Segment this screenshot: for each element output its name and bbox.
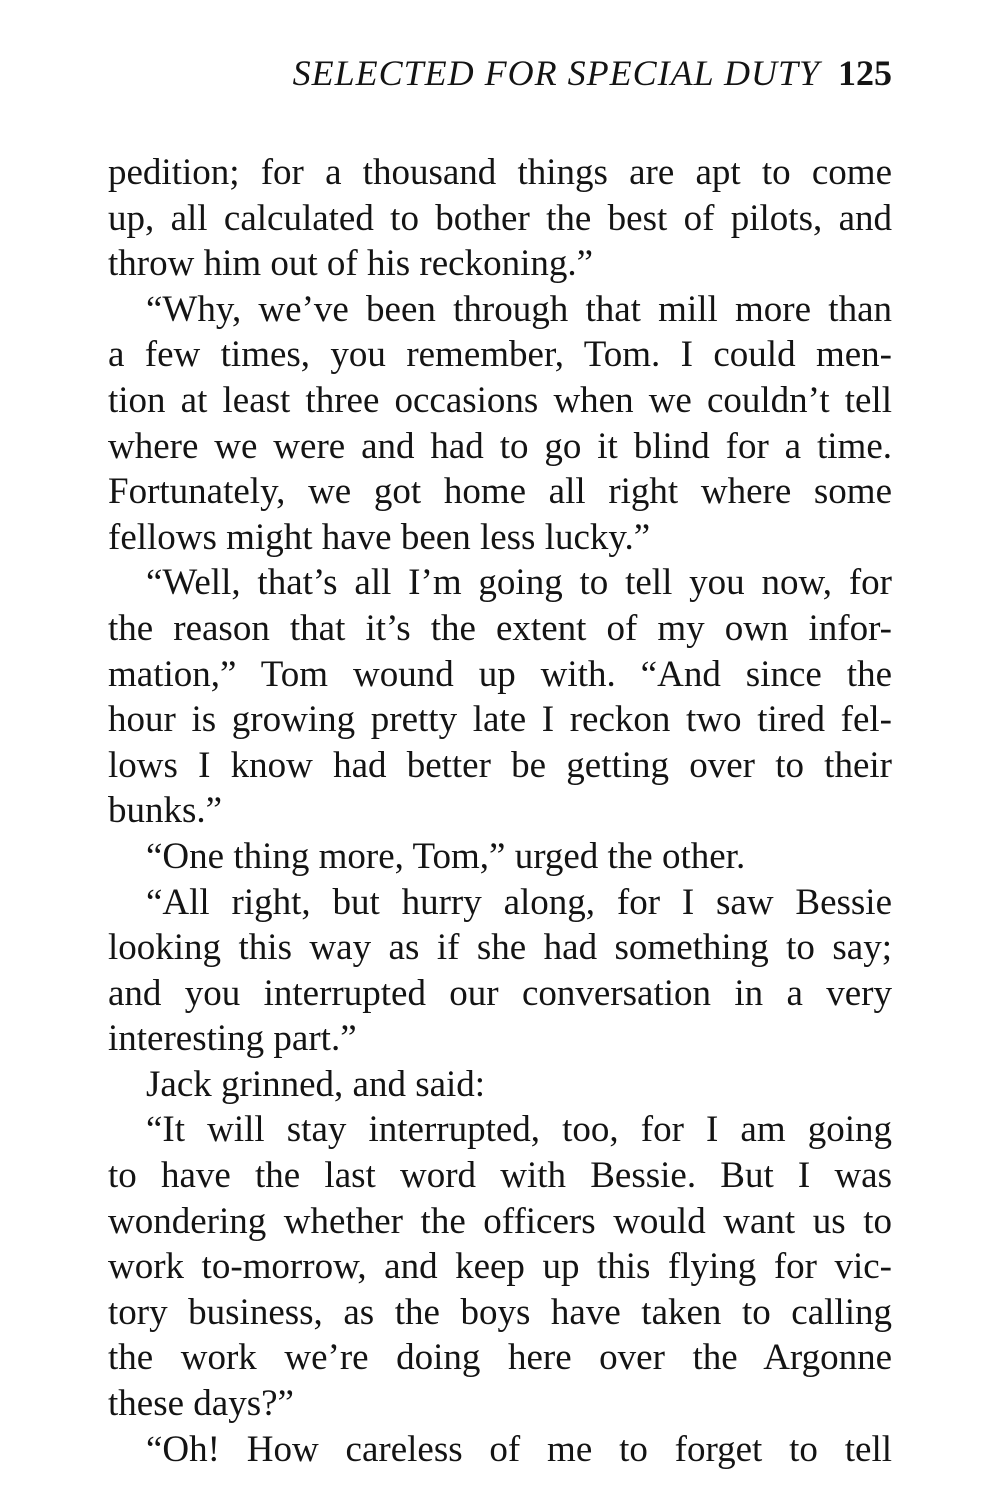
text-line: a few times, you remember, Tom. I could men- <box>108 334 892 376</box>
text-line: hour is growing pretty late I reckon two tired fel- <box>108 699 892 741</box>
text-line: tory business, as the boys have taken to calling <box>108 1291 892 1333</box>
body-text <box>108 150 892 1472</box>
text-line: where we were and had to go it blind for a time. <box>108 425 892 467</box>
text-line: the reason that it’s the extent of my own infor- <box>108 607 892 649</box>
text-line: Jack grinned, and said: <box>146 1063 486 1105</box>
running-title: SELECTED FOR SPECIAL DUTY <box>292 53 820 93</box>
text-line: pedition; for a thousand things are apt to come <box>108 152 892 193</box>
text-line: lows I know had better be getting over to their <box>108 744 892 786</box>
running-head <box>150 52 892 106</box>
text-line: Fortunately, we got home all right where some <box>108 471 892 513</box>
text-line: looking this way as if she had something to say; <box>108 927 892 969</box>
text-line: “Why, we’ve been through that mill more than <box>146 288 892 330</box>
page-number: 125 <box>838 53 892 93</box>
text-line: the work we’re doing here over the Argonne <box>108 1337 892 1379</box>
text-line: and you interrupted our conversation in a very <box>108 972 892 1014</box>
text-line: “One thing more, Tom,” urged the other. <box>146 835 746 877</box>
text-line: wondering whether the officers would want us to <box>108 1200 892 1242</box>
text-line: to have the last word with Bessie. But I was <box>108 1155 892 1197</box>
text-line: tion at least three occasions when we couldn’t tell <box>108 379 892 421</box>
text-line: interesting part.” <box>108 1018 357 1060</box>
text-line: “It will stay interrupted, too, for I am going <box>146 1109 892 1151</box>
text-line: “Oh! How careless of me to forget to tell <box>146 1428 892 1470</box>
text-line: up, all calculated to bother the best of pilots, and <box>108 197 892 239</box>
text-line: “All right, but hurry along, for I saw Bessie <box>146 881 892 923</box>
text-line: throw him out of his reckoning.” <box>108 243 594 285</box>
text-line: “Well, that’s all I’m going to tell you now, for <box>146 562 892 604</box>
text-line: these days?” <box>108 1383 294 1425</box>
text-line: work to-morrow, and keep up this flying for vic- <box>108 1246 892 1288</box>
text-line: fellows might have been less lucky.” <box>108 516 651 558</box>
text-line: mation,” Tom wound up with. “And since the <box>108 653 892 695</box>
text-line: bunks.” <box>108 790 223 832</box>
